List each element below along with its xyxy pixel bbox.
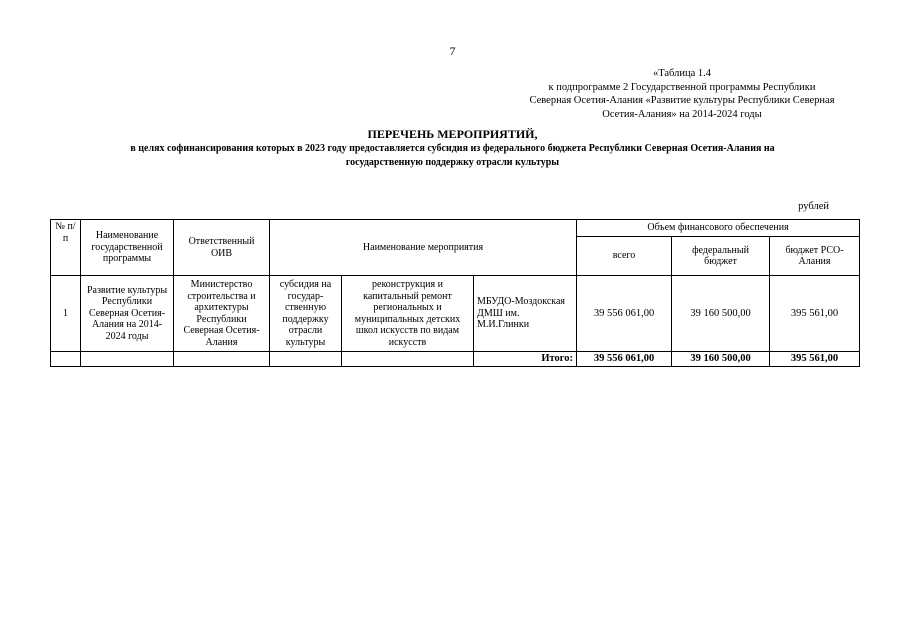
page-number: 7 xyxy=(449,44,456,58)
cell-program: Развитие культуры Республики Северная Осетия-Алания на 2014-2024 годы xyxy=(81,276,174,352)
cell-recipient: МБУДО-Моздокская ДМШ им. М.И.Глинки xyxy=(474,276,577,352)
cell-federal: 39 160 500,00 xyxy=(672,276,770,352)
title-subtitle: в целях софинансирования которых в 2023 году предоставляется субсидия из федерального бюджета Республики Северная Осетия-Алания на xyxy=(130,143,775,154)
header-financing: Объем финансового обеспечения xyxy=(577,220,860,237)
title-main: ПЕРЕЧЕНЬ МЕРОПРИЯТИЙ, xyxy=(367,127,538,141)
table-reference xyxy=(512,67,852,121)
units-label: рублей xyxy=(798,201,829,212)
header-measure: Наименование мероприятия xyxy=(270,220,577,276)
table-row xyxy=(51,276,860,352)
cell-work: реконструкция и капитальный ремонт региональных и муниципальных детских школ искусств по видам искусств xyxy=(342,276,474,352)
cell-oiv: Министерство строительства и архитектуры Республики Северная Осетия-Алания xyxy=(174,276,270,352)
totals-row xyxy=(51,352,860,367)
totals-label: Итого: xyxy=(474,352,577,367)
cell-regional: 395 561,00 xyxy=(770,276,860,352)
header-row xyxy=(51,220,860,237)
cell-subsidy: субсидия на государ-ственную поддержку отрасли культуры xyxy=(270,276,342,352)
document-title xyxy=(60,128,845,169)
table-reference-line: Осетия-Алания» на 2014-2024 годы xyxy=(602,108,762,120)
cell-empty xyxy=(342,352,474,367)
header-federal: федеральный бюджет xyxy=(672,237,770,276)
header-regional: бюджет РСО-Алания xyxy=(770,237,860,276)
cell-total: 39 556 061,00 xyxy=(577,276,672,352)
table-reference-line: «Таблица 1.4 xyxy=(652,68,712,79)
cell-empty xyxy=(270,352,342,367)
measures-table xyxy=(50,219,860,367)
table-reference-line: Северная Осетия-Алания «Развитие культуры Республики Северная xyxy=(529,95,835,106)
header-total: всего xyxy=(577,237,672,276)
cell-num: 1 xyxy=(51,276,81,352)
cell-empty xyxy=(51,352,81,367)
table-reference-line: к подпрограмме 2 Государственной программы Республики xyxy=(548,81,816,93)
totals-regional: 395 561,00 xyxy=(770,352,860,367)
cell-empty xyxy=(81,352,174,367)
header-program: Наименование государственной программы xyxy=(81,220,174,276)
totals-federal: 39 160 500,00 xyxy=(672,352,770,367)
totals-total: 39 556 061,00 xyxy=(577,352,672,367)
header-oiv: Ответственный ОИВ xyxy=(174,220,270,276)
cell-empty xyxy=(174,352,270,367)
title-subtitle: государственную поддержку отрасли культуры xyxy=(345,157,560,168)
header-num: № п/п xyxy=(51,220,81,276)
